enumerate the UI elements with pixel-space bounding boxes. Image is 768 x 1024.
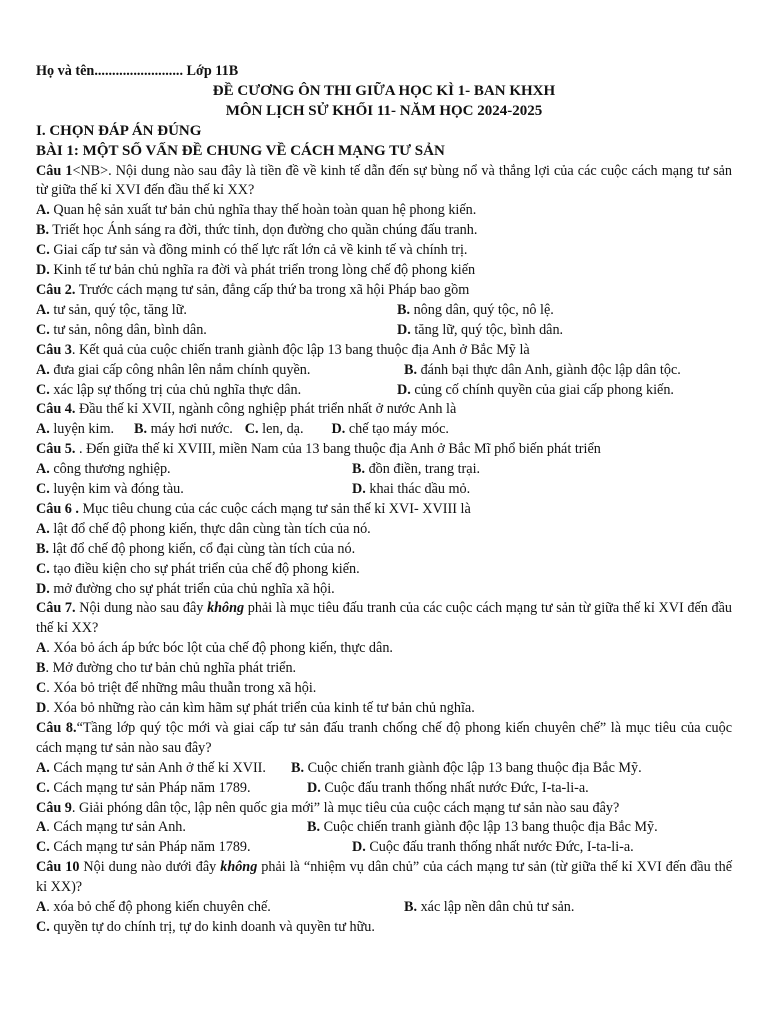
option-letter: B. [404,899,418,916]
question-label: Câu 6 . [36,500,79,517]
option-b [36,221,732,241]
option-letter: B. [307,819,321,836]
option-d [352,838,634,858]
question-3 [36,341,732,361]
question-label: Câu 7. [36,600,76,617]
option-letter: A. [36,202,50,219]
option-letter: C. [36,779,50,796]
option-letter: B. [397,301,411,318]
option-letter: A [36,640,47,657]
question-9 [36,799,732,819]
option-c [36,560,732,580]
option-text: mở đường cho sự phát triển của chủ nghĩa xã hội. [49,580,335,597]
option-text: . Xóa bỏ triệt để những mâu thuẫn trong xã hội. [46,680,317,697]
option-c [36,779,307,799]
option-text: . Cách mạng tư sản Anh. [46,819,186,836]
option-a [36,898,404,918]
option-letter: C. [36,381,50,398]
option-d [352,480,470,500]
option-a [36,639,732,659]
option-a [36,818,307,838]
section-heading: I. CHỌN ĐÁP ÁN ĐÚNG [36,122,202,139]
option-letter: C. [36,560,50,577]
option-letter: A. [36,461,50,478]
option-b [134,420,233,440]
question-text: . Đến giữa thế kỉ XVIII, miền Nam của 13 bang thuộc địa Anh ở Bắc Mĩ phổ biến phát triển [78,441,601,458]
option-d [36,699,732,719]
option-text: . Xóa bỏ ách áp bức bóc lột của chế độ phong kiến, thực dân. [46,640,393,657]
option-letter: C [36,680,47,697]
question-4 [36,400,732,420]
option-letter: A. [36,759,50,776]
option-letter: B. [352,461,366,478]
option-text: Cuộc chiến tranh giành độc lập 13 bang thuộc địa Bắc Mỹ. [304,759,642,776]
emphasis-word: không [220,859,258,876]
option-text: khai thác dầu mỏ. [365,481,471,498]
question-label: Câu 9 [36,799,72,816]
question-label: Câu 5. [36,441,79,458]
option-row [36,420,732,440]
option-b [404,898,574,918]
student-name-line: Họ và tên......................... Lớp 11B [36,63,239,79]
option-letter: A. [36,421,50,438]
option-a [36,301,397,321]
option-text: Cách mạng tư sản Anh ở thế kỉ XVII. [49,759,266,776]
option-a [36,520,732,540]
option-text: Giai cấp tư sản và đồng minh có thế lực rất lớn cả về kinh tế và chính trị. [49,242,468,259]
question-text: phải là “nhiệm vụ dân chủ” của cách mạng tư sản (từ giữa thế kỉ XVI đến đầu thế kỉ XX)? [36,859,733,896]
option-d [36,261,732,281]
question-label: Câu 2. [36,281,76,298]
option-c [36,480,352,500]
option-letter: B. [404,361,418,378]
document-subtitle: MÔN LỊCH SỬ KHỐI 11- NĂM HỌC 2024-2025 [225,102,543,119]
option-letter: B. [36,222,50,239]
option-row [36,381,732,401]
lesson-heading: BÀI 1: MỘT SỐ VẤN ĐỀ CHUNG VỀ CÁCH MẠNG TƯ SẢN [36,142,445,159]
option-text: luyện kim và đóng tàu. [49,481,184,498]
option-letter: C. [36,839,50,856]
option-text: nông dân, quý tộc, nô lệ. [410,301,554,318]
question-7 [36,599,732,639]
option-row [36,759,732,779]
option-a [36,420,114,440]
question-text: . Giải phóng dân tộc, lập nên quốc gia mới” là mục tiêu của cuộc cách mạng tư sản nào sau đây? [71,799,620,816]
option-letter: D. [36,262,50,279]
option-d [332,420,449,440]
option-row [36,321,732,341]
option-letter: A. [36,361,50,378]
option-row [36,838,732,858]
question-8 [36,719,732,759]
question-5 [36,440,732,460]
option-text: lật đổ chế độ phong kiến, cổ đại cùng tàn tích của nó. [49,540,356,557]
question-label: Câu 4. [36,401,76,418]
option-row [36,361,732,381]
option-row [36,480,732,500]
option-c [36,381,397,401]
option-letter: D. [331,421,346,438]
option-text: tăng lữ, quý tộc, bình dân. [410,321,564,338]
option-text: Cuộc đấu tranh thống nhất nước Đức, I-ta-li-a. [365,839,634,856]
option-text: Cách mạng tư sản Pháp năm 1789. [49,839,251,856]
option-text: Kinh tế tư bản chủ nghĩa ra đời và phát triển trong lòng chế độ phong kiến [49,262,476,279]
option-letter: B. [36,540,50,557]
option-row [36,898,732,918]
option-letter: D. [397,381,411,398]
option-letter: A [36,899,47,916]
question-text: phải là mục tiêu đấu tranh của các cuộc cách mạng tư sản từ giữa thế kỉ XVI đến đầu thế kỉ XX? [36,600,732,637]
option-text: len, dạ. [258,421,304,438]
question-text: <NB>. Nội dung nào sau đây là tiền đề về kinh tế dẫn đến sự bùng nổ và thắng lợi của các cuộc cách mạng tư sản từ giữa thế kỉ XVI đến đầu thế kỉ XX? [36,162,732,199]
option-text: . xóa bỏ chế độ phong kiến chuyên chế. [46,899,271,916]
option-text: tư sản, quý tộc, tăng lữ. [49,301,187,318]
option-a [36,201,732,221]
option-letter: A. [36,301,50,318]
option-text: máy hơi nước. [147,421,233,438]
option-a [36,460,352,480]
option-letter: C. [36,918,50,935]
option-text: Cuộc chiến tranh giành độc lập 13 bang thuộc địa Bắc Mỹ. [320,819,658,836]
option-text: tư sản, nông dân, bình dân. [49,321,207,338]
question-text: Nội dung nào dưới đây [79,859,221,876]
option-text: củng cố chính quyền của giai cấp phong kiến. [410,381,674,398]
option-letter: C. [244,421,259,438]
question-text: “Tầng lớp quý tộc mới và giai cấp tư sản đấu tranh chống chế độ phong kiến chuyên chế” là mục tiêu của cuộc cách mạng tư sản nào sau đây? [36,719,733,756]
document-title: ĐỀ CƯƠNG ÔN THI GIỮA HỌC KÌ 1- BAN KHXH [212,82,556,99]
option-a [36,361,404,381]
option-text: luyện kim. [49,421,115,438]
option-text: công thương nghiệp. [49,461,171,478]
option-c [36,321,397,341]
option-text: đánh bại thực dân Anh, giành độc lập dân tộc. [417,361,681,378]
option-text: lật đổ chế độ phong kiến, thực dân cùng tàn tích của nó. [49,520,371,537]
option-c [36,241,732,261]
option-d [307,779,589,799]
option-a [36,759,291,779]
option-row [36,818,732,838]
question-text: Đầu thế kỉ XVII, ngành công nghiệp phát triển nhất ở nước Anh là [75,401,457,418]
question-label: Câu 8. [36,719,77,736]
question-label: Câu 10 [36,859,80,876]
option-c [36,679,732,699]
question-2 [36,281,732,301]
question-6 [36,500,732,520]
option-b [404,361,681,381]
option-letter: D. [397,321,411,338]
option-text: đồn điền, trang trại. [365,461,481,478]
option-b [397,301,554,321]
option-letter: B. [134,421,148,438]
question-text: Trước cách mạng tư sản, đẳng cấp thứ ba trong xã hội Pháp bao gồm [75,281,470,298]
option-letter: D. [307,779,321,796]
option-row [36,460,732,480]
option-text: chế tạo máy móc. [345,421,449,438]
option-c [36,918,732,938]
option-row [36,779,732,799]
option-c [36,838,352,858]
question-label: Câu 1 [36,162,73,179]
option-text: Cách mạng tư sản Pháp năm 1789. [49,779,251,796]
question-text: Mục tiêu chung của các cuộc cách mạng tư sản thế kỉ XVI- XVIII là [78,500,471,517]
option-letter: C. [36,242,50,259]
question-text: Nội dung nào sau đây [75,600,208,617]
option-b [307,818,658,838]
option-b [36,540,732,560]
option-text: Triết học Ánh sáng ra đời, thức tỉnh, dọn đường cho quần chúng đấu tranh. [49,222,478,239]
option-letter: C. [36,321,50,338]
option-letter: D [36,700,47,716]
emphasis-word: không [207,600,245,617]
option-text: đưa giai cấp công nhân lên nắm chính quyền. [49,361,311,378]
option-letter: A [36,819,47,836]
option-text: Cuộc đấu tranh thống nhất nước Đức, I-ta-li-a. [320,779,589,796]
option-text: tạo điều kiện cho sự phát triển của chế độ phong kiến. [49,560,360,577]
option-text: . Mở đường cho tư bản chủ nghĩa phát triển. [45,660,297,677]
option-b [36,659,732,679]
question-1 [36,162,732,202]
option-letter: D. [352,481,366,498]
option-letter: B. [291,759,305,776]
option-letter: D. [352,839,366,856]
option-text: Quan hệ sản xuất tư bản chủ nghĩa thay thế hoàn toàn quan hệ phong kiến. [49,202,477,219]
question-label: Câu 3 [36,341,72,358]
option-text: xác lập sự thống trị của chủ nghĩa thực dân. [49,381,302,398]
option-text: . Xóa bỏ những rào cản kìm hãm sự phát triển của kinh tế tư bản chủ nghĩa. [46,700,475,716]
option-letter: D. [36,580,50,597]
question-10 [36,858,732,898]
question-text: . Kết quả của cuộc chiến tranh giành độc lập 13 bang thuộc địa Anh ở Bắc Mỹ là [71,341,530,358]
option-d [397,321,563,341]
option-d [397,381,674,401]
option-text: xác lập nền dân chủ tư sản. [417,899,575,916]
option-row [36,301,732,321]
option-c [245,420,304,440]
option-letter: A. [36,520,50,537]
option-text: quyền tự do chính trị, tự do kinh doanh và quyền tư hữu. [49,918,375,935]
option-letter: C. [36,481,50,498]
option-b [352,460,480,480]
option-b [291,759,642,779]
exam-document [36,62,732,938]
option-d [36,580,732,600]
option-letter: B [36,660,46,677]
